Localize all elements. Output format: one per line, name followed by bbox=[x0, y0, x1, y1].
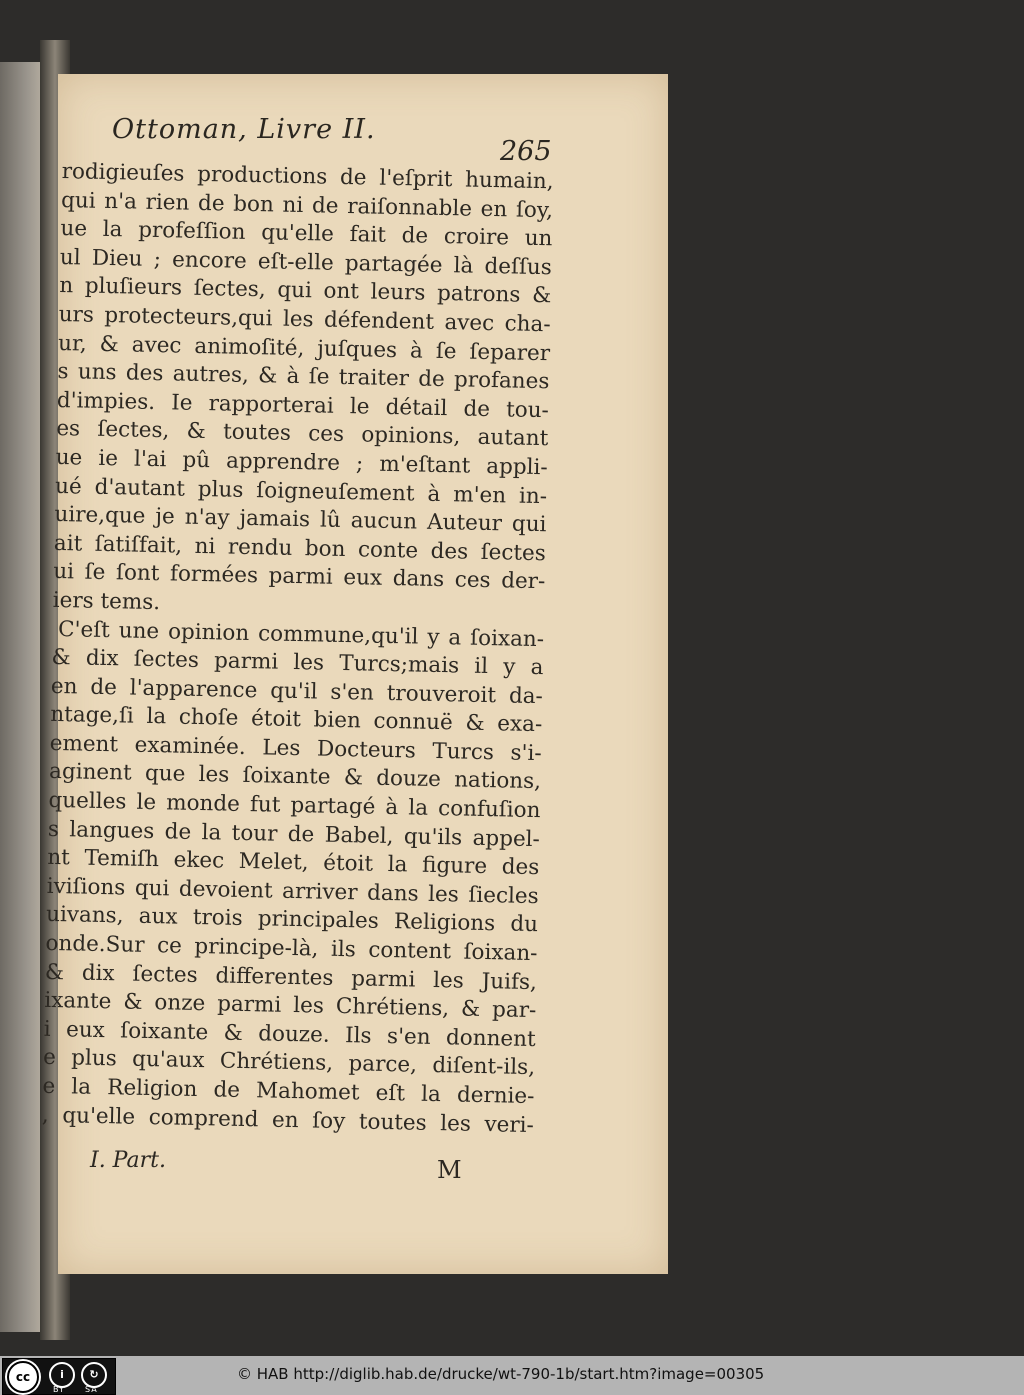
text-line: ué d'autant plus ſoigneuſement à m'en in- bbox=[54, 473, 548, 509]
by-label: BY bbox=[53, 1385, 65, 1394]
text-line: & dix ſectes differentes parmi les Juifs, bbox=[44, 959, 538, 995]
text-line: ixante & onze parmi les Chrétiens, & par- bbox=[44, 988, 537, 1024]
signature: I. Part. bbox=[90, 1148, 166, 1173]
text-line: , qu'elle comprend en ſoy toutes les veri- bbox=[41, 1102, 535, 1138]
text-line: ui ſe ſont formées parmi eux dans ces der- bbox=[53, 559, 546, 595]
text-line: ement examinée. Les Docteurs Turcs s'i- bbox=[49, 730, 542, 767]
sa-label: SA bbox=[85, 1385, 98, 1394]
text-line: ue ie l'ai pû apprendre ; m'eſtant appli- bbox=[55, 444, 548, 481]
text-line: aginent que les ſoixante & douze nations, bbox=[48, 759, 542, 795]
text-line: ue la profeſſion qu'elle fait de croire un bbox=[60, 216, 553, 252]
text-line: s uns des autres, & à ſe traiter de profanes bbox=[57, 359, 550, 395]
text-line: qui n'a rien de bon ni de raiſonnable en ſoy, bbox=[60, 187, 554, 223]
text-line: en de l'apparence qu'il s'en trouveroit da- bbox=[50, 673, 544, 709]
footer-bar bbox=[0, 1356, 1024, 1395]
text-line: n pluſieurs ſectes, qui ont leurs patrons & bbox=[59, 273, 552, 309]
text-line: iviſions qui devoient arriver dans les ſiecles bbox=[46, 873, 539, 909]
share-alike-icon: ↻ bbox=[81, 1362, 107, 1388]
text-line: & dix ſectes parmi les Turcs;mais il y a bbox=[51, 644, 544, 681]
attribution-icon: i bbox=[49, 1362, 75, 1388]
text-line: e plus qu'aux Chrétiens, parce, diſent-ils, bbox=[42, 1045, 536, 1081]
text-line: uire,que je n'ay jamais lû aucun Auteur qui bbox=[54, 502, 547, 538]
text-line: onde.Sur ce principe-là, ils content ſoixan- bbox=[45, 930, 538, 967]
body-text bbox=[42, 158, 554, 1140]
text-line: rodigieuſes productions de l'eſprit humain, bbox=[61, 158, 554, 195]
text-line: ntage,ſi la choſe étoit bien connuë & exa- bbox=[50, 702, 543, 738]
text-line: iers tems. bbox=[52, 587, 161, 616]
text-line: ur, & avec animoſité, juſques à ſe ſeparer bbox=[57, 330, 551, 366]
text-line: es ſectes, & toutes ces opinions, autant bbox=[56, 416, 549, 452]
text-line: d'impies. Ie rapporterai le détail de tou- bbox=[56, 387, 550, 423]
running-head: Ottoman, Livre II. bbox=[112, 114, 376, 145]
text-line: ait ſatiſfait, ni rendu bon conte des ſectes bbox=[53, 530, 547, 566]
text-line: C'eſt une opinion commune,qu'il y a ſoixan- bbox=[57, 616, 545, 652]
text-line: s langues de la tour de Babel, qu'ils appel- bbox=[47, 816, 541, 852]
copyright-link[interactable]: © HAB http://diglib.hab.de/drucke/wt-790-1b/start.htm?image=00305 bbox=[237, 1365, 765, 1383]
text-line: e la Religion de Mahomet eſt la dernie- bbox=[42, 1073, 535, 1110]
cc-license-badge[interactable] bbox=[2, 1358, 116, 1395]
text-line: i eux ſoixante & douze. Ils s'en donnent bbox=[43, 1016, 536, 1052]
cc-icon: cc bbox=[7, 1361, 39, 1393]
text-line: nt Temiſh ekec Melet, étoit la figure des bbox=[47, 845, 540, 881]
page-number: 265 bbox=[500, 136, 552, 167]
text-line: quelles le monde fut partagé à la confuſion bbox=[48, 787, 541, 824]
text-line: uivans, aux trois principales Religions du bbox=[45, 902, 539, 938]
text-line: ul Dieu ; encore eſt-elle partagée là deſſus bbox=[59, 244, 553, 281]
text-line: urs protecteurs,qui les défendent avec cha- bbox=[58, 301, 551, 338]
signature-mark: M bbox=[437, 1156, 462, 1184]
